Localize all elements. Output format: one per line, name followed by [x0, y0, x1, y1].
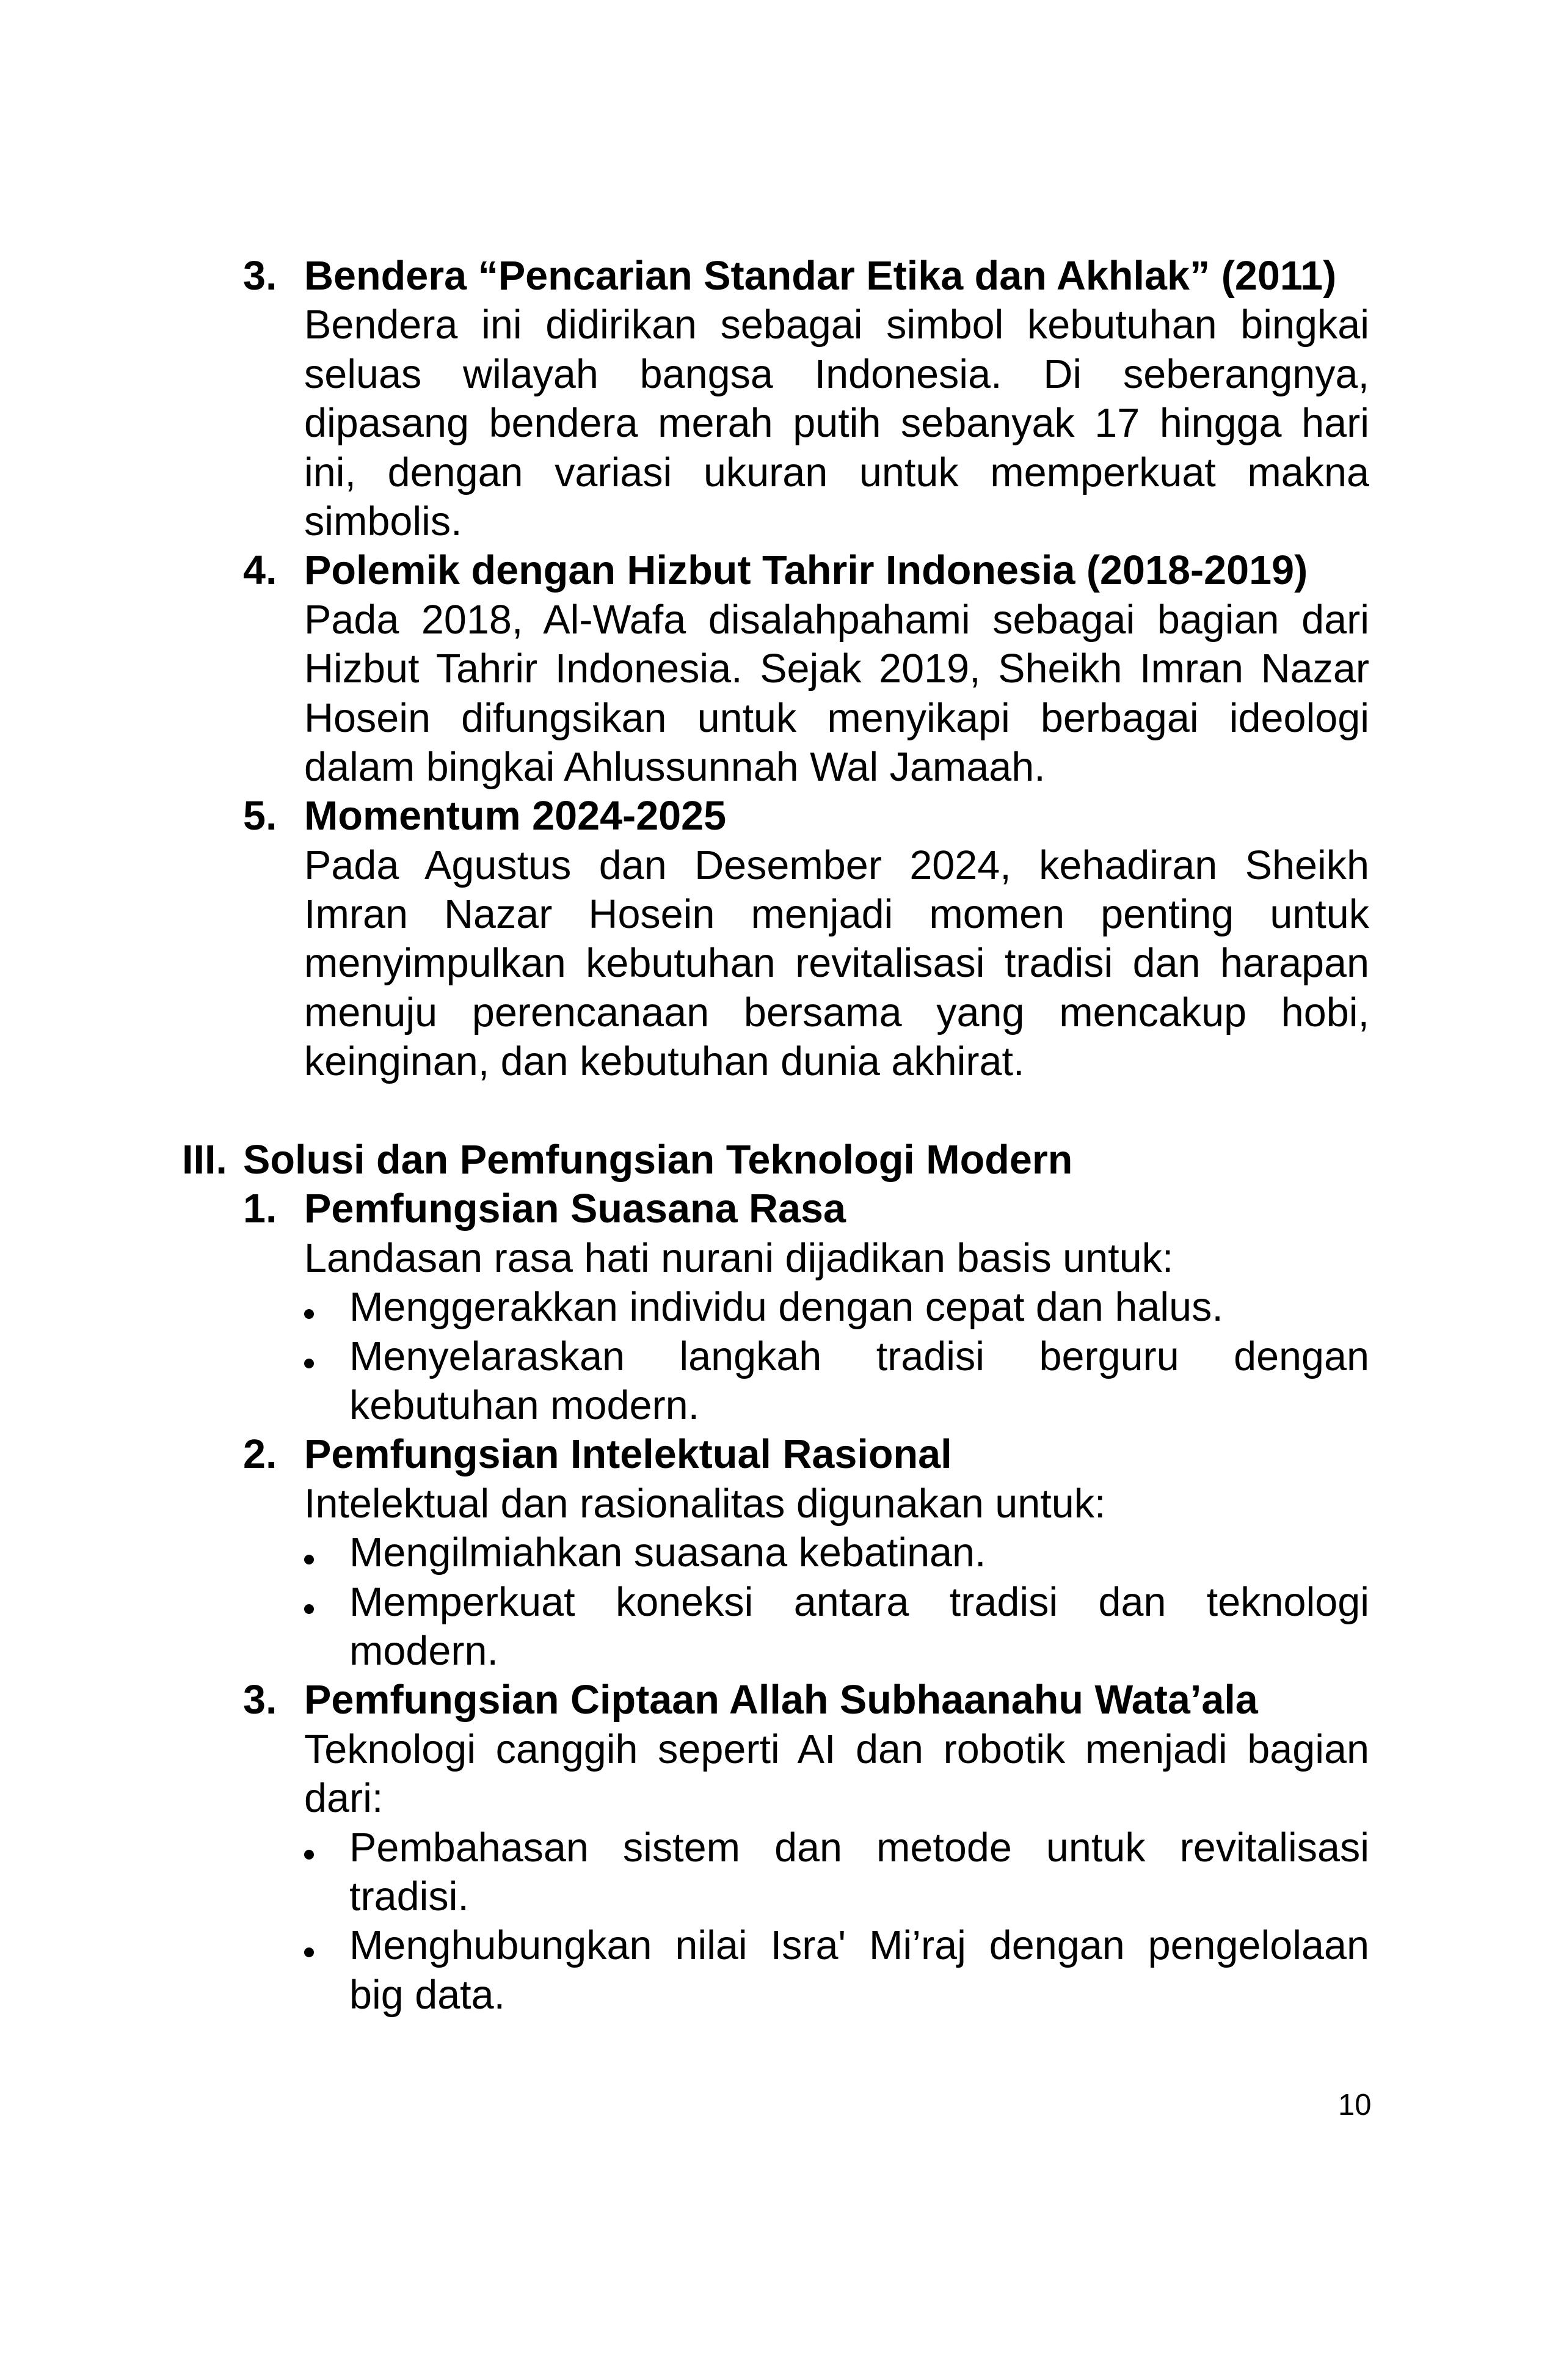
bullet-text: Menggerakkan individu dengan cepat dan halus.	[349, 1285, 1223, 1331]
bullet-icon	[304, 1359, 314, 1368]
bullet-item	[0, 1578, 1550, 1627]
bullet-text: Menyelaraskan langkah tradisi berguru dengan	[349, 1334, 1369, 1379]
paragraph-line	[0, 350, 1550, 399]
paragraph-line	[0, 1774, 1550, 1823]
bullet-text: Menghubungkan nilai Isra' Mi’raj dengan pengelolaan	[349, 1923, 1369, 1969]
body-text: dalam bingkai Ahlussunnah Wal Jamaah.	[304, 744, 1046, 790]
list-item-heading	[0, 546, 1550, 595]
paragraph-line	[0, 399, 1550, 448]
paragraph-line	[0, 841, 1550, 890]
bullet-item	[0, 1332, 1550, 1381]
section-numeral: III.	[182, 1137, 227, 1183]
list-item-title: Momentum 2024-2025	[304, 794, 727, 839]
paragraph-line	[0, 1037, 1550, 1086]
blank-line	[0, 1087, 1550, 1136]
bullet-continuation	[0, 1971, 1550, 2020]
body-text: Pada 2018, Al-Wafa disalahpahami sebagai bagian dari	[304, 597, 1369, 643]
list-item-title: Bendera “Pencarian Standar Etika dan Akhlak” (2011)	[304, 254, 1337, 299]
list-number: 5.	[243, 794, 277, 839]
bullet-item	[0, 1283, 1550, 1332]
page-content	[0, 252, 1550, 2020]
body-text: dipasang bendera merah putih sebanyak 17 hingga hari	[304, 401, 1369, 447]
bullet-icon	[304, 1850, 314, 1860]
section-title: Solusi dan Pemfungsian Teknologi Modern	[243, 1137, 1073, 1183]
paragraph-line	[0, 1234, 1550, 1283]
body-text: Hosein difungsikan untuk menyikapi berbagai ideologi	[304, 695, 1369, 741]
bullet-item	[0, 1823, 1550, 1872]
bullet-text: Pembahasan sistem dan metode untuk revitalisasi	[349, 1825, 1369, 1871]
list-item-heading	[0, 252, 1550, 301]
bullet-icon	[304, 1555, 314, 1564]
intro-text: Landasan rasa hati nurani dijadikan basis untuk:	[304, 1235, 1174, 1281]
bullet-icon	[304, 1604, 314, 1614]
body-text: Hizbut Tahrir Indonesia. Sejak 2019, Sheikh Imran Nazar	[304, 646, 1369, 692]
list-number: 3.	[243, 1677, 277, 1723]
paragraph-line	[0, 890, 1550, 939]
subsection-title: Pemfungsian Ciptaan Allah Subhaanahu Wata’ala	[304, 1677, 1258, 1723]
bullet-item	[0, 1528, 1550, 1577]
paragraph-line	[0, 497, 1550, 546]
bullet-icon	[304, 1309, 314, 1319]
list-number: 2.	[243, 1432, 277, 1478]
intro-text: Intelektual dan rasionalitas digunakan untuk:	[304, 1481, 1106, 1527]
paragraph-line	[0, 644, 1550, 693]
list-number: 3.	[243, 254, 277, 299]
paragraph-line	[0, 743, 1550, 792]
body-text: ini, dengan variasi ukuran untuk memperkuat makna	[304, 450, 1369, 495]
body-text: Imran Nazar Hosein menjadi momen penting untuk	[304, 892, 1369, 938]
bullet-text: modern.	[349, 1628, 498, 1674]
list-number: 4.	[243, 548, 277, 594]
paragraph-line	[0, 448, 1550, 497]
list-item-heading	[0, 792, 1550, 841]
paragraph-line	[0, 301, 1550, 349]
bullet-text: big data.	[349, 1972, 506, 2018]
body-text: Bendera ini didirikan sebagai simbol kebutuhan bingkai	[304, 302, 1369, 348]
intro-text: Teknologi canggih seperti AI dan robotik menjadi bagian	[304, 1726, 1369, 1772]
subsection-heading	[0, 1430, 1550, 1479]
page-number: 10	[1338, 2089, 1372, 2122]
intro-text: dari:	[304, 1776, 384, 1822]
subsection-title: Pemfungsian Intelektual Rasional	[304, 1432, 952, 1478]
paragraph-line	[0, 694, 1550, 743]
paragraph-line	[0, 596, 1550, 644]
paragraph-line	[0, 1725, 1550, 1774]
bullet-text: Memperkuat koneksi antara tradisi dan teknologi	[349, 1579, 1369, 1625]
bullet-text: kebutuhan modern.	[349, 1382, 700, 1428]
bullet-item	[0, 1921, 1550, 1970]
paragraph-line	[0, 988, 1550, 1037]
bullet-continuation	[0, 1872, 1550, 1921]
body-text: keinginan, dan kebutuhan dunia akhirat.	[304, 1039, 1025, 1085]
list-number: 1.	[243, 1186, 277, 1232]
body-text: menuju perencanaan bersama yang mencakup hobi,	[304, 990, 1369, 1035]
paragraph-line	[0, 939, 1550, 988]
body-text: seluas wilayah bangsa Indonesia. Di seberangnya,	[304, 351, 1369, 397]
bullet-text: Mengilmiahkan suasana kebatinan.	[349, 1530, 986, 1576]
subsection-heading	[0, 1185, 1550, 1233]
subsection-heading	[0, 1676, 1550, 1725]
body-text: simbolis.	[304, 498, 462, 544]
bullet-text: tradisi.	[349, 1874, 469, 1919]
paragraph-line	[0, 1480, 1550, 1528]
bullet-continuation	[0, 1381, 1550, 1430]
body-text: menyimpulkan kebutuhan revitalisasi tradisi dan harapan	[304, 941, 1369, 987]
bullet-icon	[304, 1947, 314, 1957]
bullet-continuation	[0, 1627, 1550, 1676]
body-text: Pada Agustus dan Desember 2024, kehadiran Sheikh	[304, 842, 1369, 888]
section-heading	[0, 1136, 1550, 1185]
subsection-title: Pemfungsian Suasana Rasa	[304, 1186, 846, 1232]
list-item-title: Polemik dengan Hizbut Tahrir Indonesia (2018-2019)	[304, 548, 1308, 594]
